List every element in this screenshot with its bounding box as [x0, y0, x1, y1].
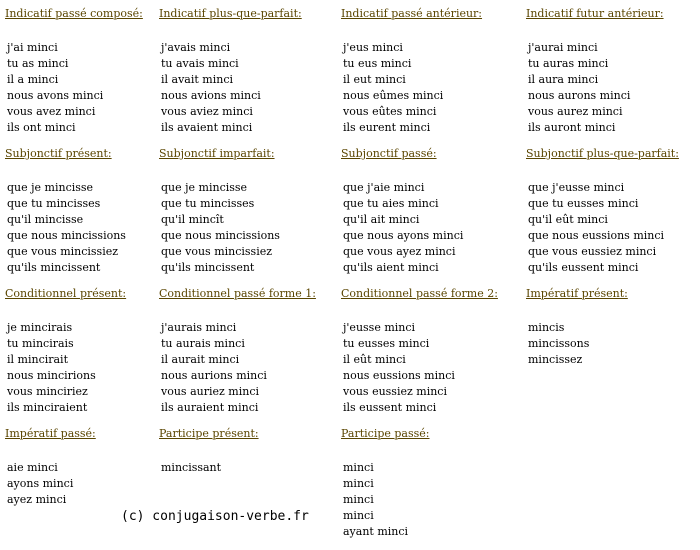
conjugated-form: qu'ils mincissent [161, 261, 255, 274]
conjugated-form: qu'ils aient minci [343, 261, 439, 274]
conjugated-form: minci [343, 493, 374, 506]
tense-block [341, 147, 463, 276]
tense-heading: Conditionnel passé forme 2: [341, 287, 498, 300]
conjugated-form: que nous ayons minci [343, 229, 464, 242]
copyright-notice: (c) conjugaison-verbe.fr [121, 509, 309, 524]
conjugated-form: ayant minci [343, 525, 409, 538]
conjugated-form: ils eussent minci [343, 401, 437, 414]
tense-heading: Conditionnel présent: [5, 287, 127, 300]
conjugated-form: tu mincirais [7, 337, 74, 350]
conjugated-form: que nous mincissions [7, 229, 126, 242]
tense-block [526, 7, 664, 136]
conjugation-row [0, 420, 700, 550]
conjugated-form: j'aurais minci [161, 321, 237, 334]
conjugated-form: tu eusses minci [343, 337, 430, 350]
conjugated-form: nous aurons minci [528, 89, 631, 102]
conjugated-form: minci [343, 477, 374, 490]
conjugated-form: qu'ils mincissent [7, 261, 101, 274]
conjugated-form: ils auraient minci [161, 401, 259, 414]
conjugated-form: il mincirait [7, 353, 68, 366]
conjugated-form: j'eusse minci [343, 321, 416, 334]
conjugated-form: nous mincirions [7, 369, 96, 382]
conjugated-form: j'avais minci [161, 41, 231, 54]
conjugation-list [159, 460, 259, 476]
tense-block [159, 287, 316, 416]
conjugated-form: ils avaient minci [161, 121, 253, 134]
tense-heading: Impératif passé: [5, 427, 96, 440]
conjugation-list [159, 180, 280, 276]
conjugated-form: que tu aies minci [343, 197, 439, 210]
tense-heading: Impératif présent: [526, 287, 628, 300]
tense-block [5, 287, 126, 416]
conjugated-form: tu eus minci [343, 57, 412, 70]
conjugated-form: minci [343, 461, 374, 474]
conjugated-form: ils minciraient [7, 401, 88, 414]
conjugated-form: aie minci [7, 461, 58, 474]
tense-heading: Subjonctif présent: [5, 147, 112, 160]
conjugated-form: vous aurez minci [528, 105, 623, 118]
conjugation-list [159, 40, 302, 136]
conjugation-list [5, 40, 143, 136]
tense-heading: Conditionnel passé forme 1: [159, 287, 316, 300]
conjugated-form: je mincirais [7, 321, 73, 334]
conjugation-row [0, 0, 700, 140]
conjugated-form: ils ont minci [7, 121, 76, 134]
conjugated-form: tu as minci [7, 57, 69, 70]
tense-block [341, 427, 430, 540]
conjugation-list [526, 40, 664, 136]
tense-heading: Subjonctif plus-que-parfait: [526, 147, 679, 160]
conjugated-form: que nous mincissions [161, 229, 280, 242]
conjugated-form: tu aurais minci [161, 337, 245, 350]
conjugated-form: ayez minci [7, 493, 67, 506]
tense-block [526, 147, 679, 276]
conjugated-form: mincissant [161, 461, 222, 474]
tense-heading: Indicatif plus-que-parfait: [159, 7, 302, 20]
conjugated-form: que j'aie minci [343, 181, 425, 194]
conjugated-form: ils eurent minci [343, 121, 431, 134]
conjugation-row [0, 140, 700, 280]
tense-block [341, 287, 498, 416]
conjugation-row [0, 280, 700, 420]
conjugation-list [526, 320, 628, 368]
tense-heading: Participe passé: [341, 427, 430, 440]
tense-heading: Participe présent: [159, 427, 259, 440]
conjugated-form: vous minciriez [7, 385, 88, 398]
conjugated-form: j'ai minci [7, 41, 58, 54]
conjugated-form: tu avais minci [161, 57, 239, 70]
conjugation-list [341, 460, 430, 540]
conjugated-form: que vous mincissiez [7, 245, 119, 258]
tense-block [5, 147, 126, 276]
conjugated-form: que vous mincissiez [161, 245, 273, 258]
tense-block [341, 7, 482, 136]
conjugated-form: que nous eussions minci [528, 229, 665, 242]
conjugation-list [5, 320, 126, 416]
conjugated-form: il a minci [7, 73, 59, 86]
tense-heading: Indicatif futur antérieur: [526, 7, 664, 20]
conjugation-list [341, 40, 482, 136]
conjugated-form: qu'il eût minci [528, 213, 608, 226]
conjugated-form: tu auras minci [528, 57, 609, 70]
conjugated-form: vous auriez minci [161, 385, 259, 398]
tense-block [159, 427, 259, 476]
conjugated-form: il eut minci [343, 73, 406, 86]
conjugated-form: que je mincisse [7, 181, 94, 194]
tense-block [5, 427, 96, 508]
conjugated-form: il aurait minci [161, 353, 240, 366]
tense-heading: Subjonctif passé: [341, 147, 437, 160]
conjugation-list [341, 180, 463, 276]
conjugated-form: il aura minci [528, 73, 599, 86]
conjugated-form: vous eûtes minci [343, 105, 437, 118]
tense-heading: Indicatif passé composé: [5, 7, 143, 20]
conjugated-form: minci [343, 509, 374, 522]
conjugated-form: qu'il mincît [161, 213, 224, 226]
conjugated-form: qu'il ait minci [343, 213, 420, 226]
conjugated-form: nous eûmes minci [343, 89, 444, 102]
conjugated-form: que vous ayez minci [343, 245, 456, 258]
conjugated-form: que vous eussiez minci [528, 245, 657, 258]
conjugation-list [341, 320, 498, 416]
conjugation-list [159, 320, 316, 416]
conjugated-form: vous avez minci [7, 105, 96, 118]
conjugated-form: mincis [528, 321, 565, 334]
conjugated-form: que j'eusse minci [528, 181, 625, 194]
conjugated-form: mincissons [528, 337, 590, 350]
conjugated-form: qu'ils eussent minci [528, 261, 639, 274]
conjugated-form: il avait minci [161, 73, 234, 86]
conjugated-form: nous avons minci [7, 89, 104, 102]
conjugated-form: il eût minci [343, 353, 406, 366]
conjugated-form: nous aurions minci [161, 369, 267, 382]
conjugation-list [526, 180, 679, 276]
conjugated-form: vous aviez minci [161, 105, 253, 118]
conjugated-form: que tu mincisses [7, 197, 101, 210]
tense-heading: Indicatif passé antérieur: [341, 7, 483, 20]
conjugated-form: nous avions minci [161, 89, 261, 102]
tense-block [159, 147, 280, 276]
conjugated-form: j'eus minci [343, 41, 403, 54]
conjugated-form: vous eussiez minci [343, 385, 447, 398]
tense-block [526, 287, 628, 368]
conjugated-form: nous eussions minci [343, 369, 455, 382]
conjugated-form: qu'il mincisse [7, 213, 84, 226]
tense-heading: Subjonctif imparfait: [159, 147, 275, 160]
conjugated-form: que tu eusses minci [528, 197, 639, 210]
tense-block [159, 7, 302, 136]
conjugated-form: j'aurai minci [528, 41, 598, 54]
conjugation-list [5, 460, 96, 508]
tense-block [5, 7, 143, 136]
conjugated-form: ayons minci [7, 477, 74, 490]
conjugation-list [5, 180, 126, 276]
conjugated-form: que tu mincisses [161, 197, 255, 210]
conjugated-form: ils auront minci [528, 121, 616, 134]
conjugated-form: que je mincisse [161, 181, 248, 194]
conjugated-form: mincissez [528, 353, 583, 366]
